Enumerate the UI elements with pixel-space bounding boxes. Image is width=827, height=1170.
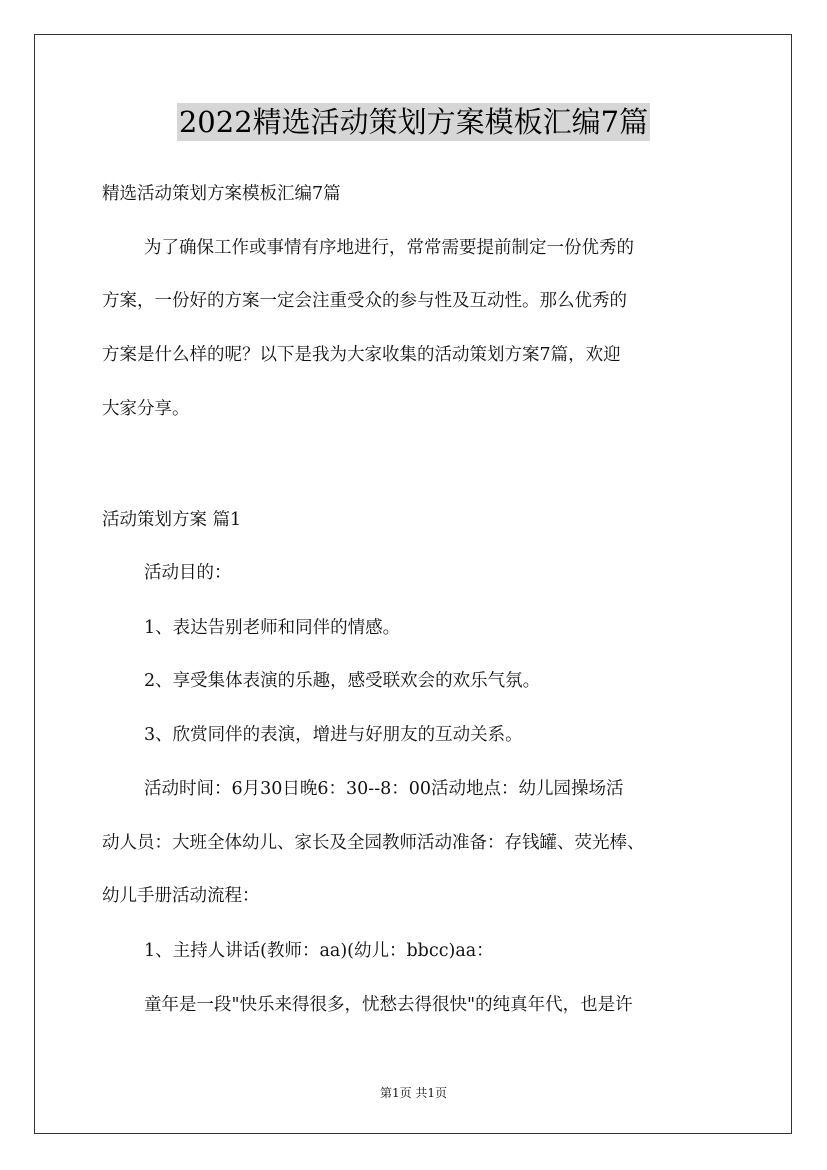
paragraph-line: 活动目的： — [144, 563, 232, 583]
paragraph-line: 幼儿手册活动流程： — [102, 886, 260, 906]
title-container — [0, 103, 827, 141]
paragraph-line: 为了确保工作或事情有序地进行，常常需要提前制定一份优秀的 — [144, 238, 634, 258]
paragraph-line: 动人员：大班全体幼儿、家长及全园教师活动准备：存钱罐、荧光棒、 — [102, 833, 645, 853]
paragraph-line: 大家分享。 — [102, 399, 190, 419]
list-item: 2、享受集体表演的乐趣，感受联欢会的欢乐气氛。 — [144, 671, 541, 691]
list-item: 1、表达告别老师和同伴的情感。 — [144, 618, 401, 638]
page-footer: 第1页 共1页 — [379, 1086, 448, 1100]
list-item: 1、主持人讲话(教师：aa)(幼儿：bbcc)aa： — [144, 941, 494, 961]
list-item: 3、欣赏同伴的表演，增进与好朋友的互动关系。 — [144, 725, 523, 745]
paragraph-line: 活动时间：6月30日晚6：30--8：00活动地点：幼儿园操场活 — [144, 779, 624, 799]
paragraph-line: 方案，一份好的方案一定会注重受众的参与性及互动性。那么优秀的 — [102, 291, 627, 311]
section-heading: 活动策划方案 篇1 — [102, 510, 242, 530]
paragraph-line: 方案是什么样的呢？以下是我为大家收集的活动策划方案7篇，欢迎 — [102, 345, 621, 365]
paragraph-line: 童年是一段"快乐来得很多，忧愁去得很快"的纯真年代，也是许 — [144, 995, 633, 1015]
document-title: 2022精选活动策划方案模板汇编7篇 — [178, 105, 649, 139]
doc-subtitle: 精选活动策划方案模板汇编7篇 — [102, 184, 341, 204]
